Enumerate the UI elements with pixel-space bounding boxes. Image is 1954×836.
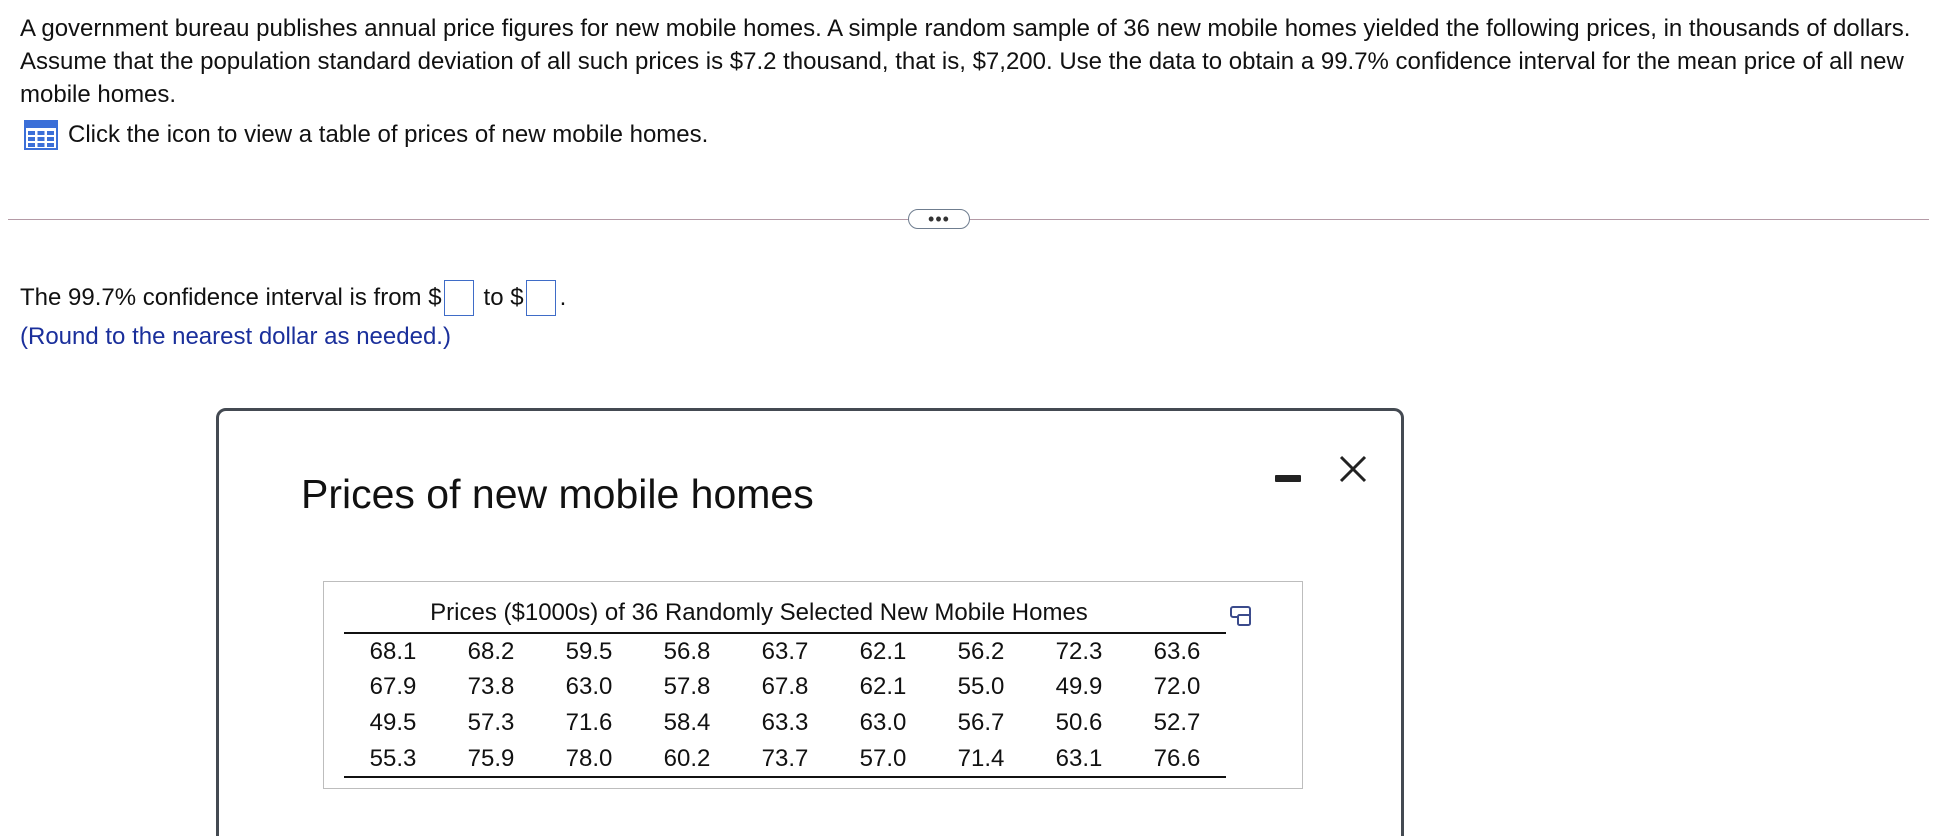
answer-middle: to $ bbox=[483, 284, 524, 311]
question-text: A government bureau publishes annual price figures for new mobile homes. A simple random sample of 36 new mobile homes yielded the following prices, in thousands of dollars. Assume that the population standard deviation of all such prices is $7.2 thousand, that is, $7,200. Use the data to obtain a 99.7% confidence interval for the mean price of all new mobile homes. bbox=[20, 15, 1911, 108]
table-cell: 57.3 bbox=[467, 709, 515, 736]
close-icon[interactable] bbox=[1333, 449, 1373, 489]
table-cell: 63.1 bbox=[1055, 744, 1103, 772]
table-cell: 59.5 bbox=[565, 637, 613, 665]
table-row bbox=[344, 705, 1226, 741]
table-cell: 68.1 bbox=[369, 637, 417, 665]
table-cell: 63.0 bbox=[565, 673, 613, 700]
table-cell: 49.5 bbox=[369, 709, 417, 736]
table-cell: 72.3 bbox=[1055, 637, 1103, 665]
table-row bbox=[344, 669, 1226, 705]
table-caption: Prices ($1000s) of 36 Randomly Selected New Mobile Homes bbox=[430, 599, 1088, 626]
table-cell: 56.7 bbox=[957, 709, 1005, 736]
table-cell: 78.0 bbox=[565, 744, 613, 772]
table-cell: 50.6 bbox=[1055, 709, 1103, 736]
more-options-button[interactable]: ••• bbox=[908, 209, 970, 229]
table-row bbox=[344, 741, 1226, 777]
table-cell: 56.2 bbox=[957, 637, 1005, 665]
table-cell: 73.7 bbox=[761, 744, 809, 772]
table-cell: 67.9 bbox=[369, 673, 417, 700]
table-cell: 55.3 bbox=[369, 744, 417, 772]
dialog-title: Prices of new mobile homes bbox=[301, 471, 814, 517]
table-cell: 60.2 bbox=[663, 744, 711, 772]
minimize-icon[interactable] bbox=[1273, 461, 1303, 491]
table-cell: 63.7 bbox=[761, 637, 809, 665]
upper-bound-input[interactable] bbox=[526, 280, 556, 316]
table-cell: 72.0 bbox=[1153, 673, 1201, 700]
table-cell: 63.3 bbox=[761, 709, 809, 736]
table-link-text: Click the icon to view a table of prices of new mobile homes. bbox=[68, 121, 709, 148]
table-cell: 55.0 bbox=[957, 673, 1005, 700]
table-cell: 57.0 bbox=[859, 744, 907, 772]
table-cell: 57.8 bbox=[663, 673, 711, 700]
table-link-row[interactable] bbox=[24, 118, 708, 151]
table-grid-icon[interactable] bbox=[24, 120, 58, 150]
table-cell: 49.9 bbox=[1055, 673, 1103, 700]
table-cell: 76.6 bbox=[1153, 744, 1201, 772]
answer-suffix: . bbox=[559, 284, 567, 311]
answer-prefix: The 99.7% confidence interval is from $ bbox=[20, 284, 442, 311]
lower-bound-input[interactable] bbox=[444, 280, 474, 316]
table-cell: 52.7 bbox=[1153, 709, 1201, 736]
table-cell: 75.9 bbox=[467, 744, 515, 772]
table-cell: 56.8 bbox=[663, 637, 711, 665]
table-row bbox=[344, 633, 1226, 669]
table-cell: 62.1 bbox=[859, 637, 907, 665]
prices-table-body bbox=[344, 633, 1226, 777]
copy-icon[interactable] bbox=[1229, 602, 1257, 630]
table-cell: 71.6 bbox=[565, 709, 613, 736]
table-cell: 73.8 bbox=[467, 673, 515, 700]
rounding-hint: (Round to the nearest dollar as needed.) bbox=[20, 323, 451, 350]
prices-dialog bbox=[216, 408, 1404, 836]
prices-table-frame bbox=[323, 581, 1303, 789]
table-cell: 63.6 bbox=[1153, 637, 1201, 665]
table-cell: 71.4 bbox=[957, 744, 1005, 772]
table-cell: 62.1 bbox=[859, 673, 907, 700]
prices-table bbox=[344, 632, 1226, 778]
answer-sentence bbox=[20, 280, 566, 316]
table-cell: 58.4 bbox=[663, 709, 711, 736]
table-cell: 68.2 bbox=[467, 637, 515, 665]
table-cell: 63.0 bbox=[859, 709, 907, 736]
table-cell: 67.8 bbox=[761, 673, 809, 700]
